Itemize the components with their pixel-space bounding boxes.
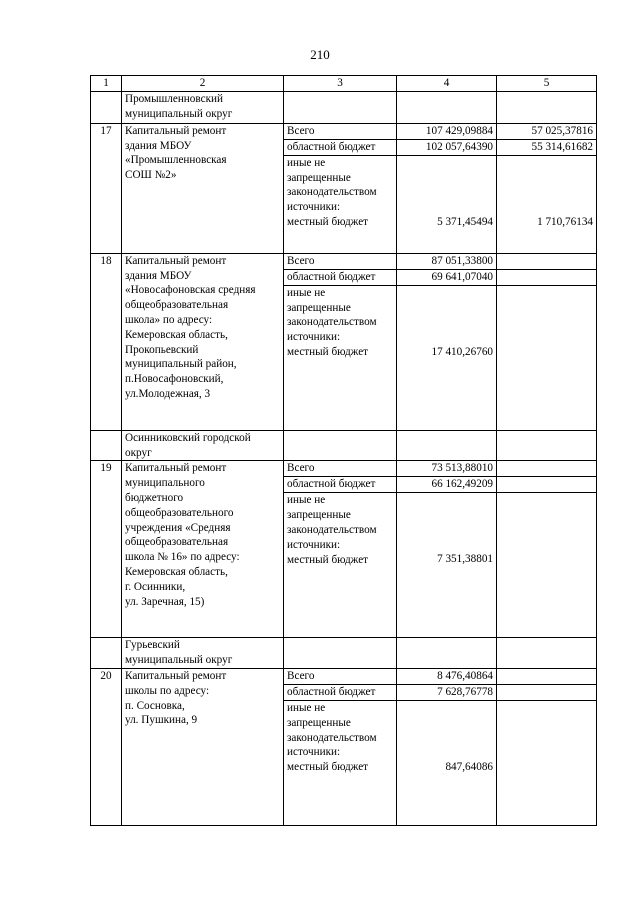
total-col4: 73 513,88010 — [397, 461, 497, 477]
total-col4: 107 429,09884 — [397, 123, 497, 139]
region-name: Промышленновский муниципальный округ — [122, 91, 284, 123]
local-col5 — [497, 493, 597, 638]
item-number: 19 — [91, 461, 122, 638]
item-description: Капитальный ремонт здания МБОУ «Новосафоновская средняя общеобразовательная школа» по адресу: Кемеровская область, Прокопьевский муниципальный район, п.Новосафоновский, ул.Молодежная, 3 — [122, 253, 284, 430]
header-col-5: 5 — [497, 76, 597, 92]
item-description: Капитальный ремонт здания МБОУ «Промышленновская СОШ №2» — [122, 123, 284, 253]
label-regional: областной бюджет — [284, 139, 397, 155]
local-col4: 847,64086 — [397, 700, 497, 825]
table-row — [91, 123, 597, 139]
total-col5: 57 025,37816 — [497, 123, 597, 139]
item-number: 17 — [91, 123, 122, 253]
local-col5 — [497, 285, 597, 430]
total-col5 — [497, 461, 597, 477]
table-row — [91, 461, 597, 477]
region-row — [91, 91, 597, 123]
label-regional: областной бюджет — [284, 684, 397, 700]
local-col4: 7 351,38801 — [397, 493, 497, 638]
regional-col5 — [497, 477, 597, 493]
total-col5 — [497, 253, 597, 269]
region-name: Гурьевский муниципальный округ — [122, 638, 284, 669]
local-col4: 17 410,26760 — [397, 285, 497, 430]
header-col-1: 1 — [91, 76, 122, 92]
local-col5 — [497, 700, 597, 825]
total-col5 — [497, 668, 597, 684]
regional-col4: 7 628,76778 — [397, 684, 497, 700]
label-local: иные не запрещенные законодательством источники: местный бюджет — [284, 155, 397, 253]
regional-col4: 66 162,49209 — [397, 477, 497, 493]
local-col4: 5 371,45494 — [397, 155, 497, 253]
header-row — [91, 76, 597, 92]
item-number: 18 — [91, 253, 122, 430]
label-local: иные не запрещенные законодательством источники: местный бюджет — [284, 493, 397, 638]
regional-col5: 55 314,61682 — [497, 139, 597, 155]
table-row — [91, 668, 597, 684]
region-name: Осинниковский городской округ — [122, 430, 284, 461]
label-regional: областной бюджет — [284, 269, 397, 285]
regional-col4: 69 641,07040 — [397, 269, 497, 285]
label-total: Всего — [284, 668, 397, 684]
label-total: Всего — [284, 123, 397, 139]
header-col-2: 2 — [122, 76, 284, 92]
header-col-3: 3 — [284, 76, 397, 92]
label-total: Всего — [284, 461, 397, 477]
region-row — [91, 430, 597, 461]
page-number: 210 — [310, 47, 330, 62]
regional-col5 — [497, 684, 597, 700]
label-total: Всего — [284, 253, 397, 269]
label-local: иные не запрещенные законодательством источники: местный бюджет — [284, 285, 397, 430]
budget-table — [90, 75, 597, 826]
label-regional: областной бюджет — [284, 477, 397, 493]
header-col-4: 4 — [397, 76, 497, 92]
item-description: Капитальный ремонт муниципального бюджетного общеобразовательного учреждения «Средняя общеобразовательная школа № 16» по адресу: Кемеровская область, г. Осинники, ул. Заречная, 15) — [122, 461, 284, 638]
total-col4: 87 051,33800 — [397, 253, 497, 269]
table-row — [91, 253, 597, 269]
local-col5: 1 710,76134 — [497, 155, 597, 253]
regional-col4: 102 057,64390 — [397, 139, 497, 155]
label-local: иные не запрещенные законодательством источники: местный бюджет — [284, 700, 397, 825]
item-description: Капитальный ремонт школы по адресу: п. Сосновка, ул. Пушкина, 9 — [122, 668, 284, 825]
item-number: 20 — [91, 668, 122, 825]
region-row — [91, 638, 597, 669]
total-col4: 8 476,40864 — [397, 668, 497, 684]
regional-col5 — [497, 269, 597, 285]
